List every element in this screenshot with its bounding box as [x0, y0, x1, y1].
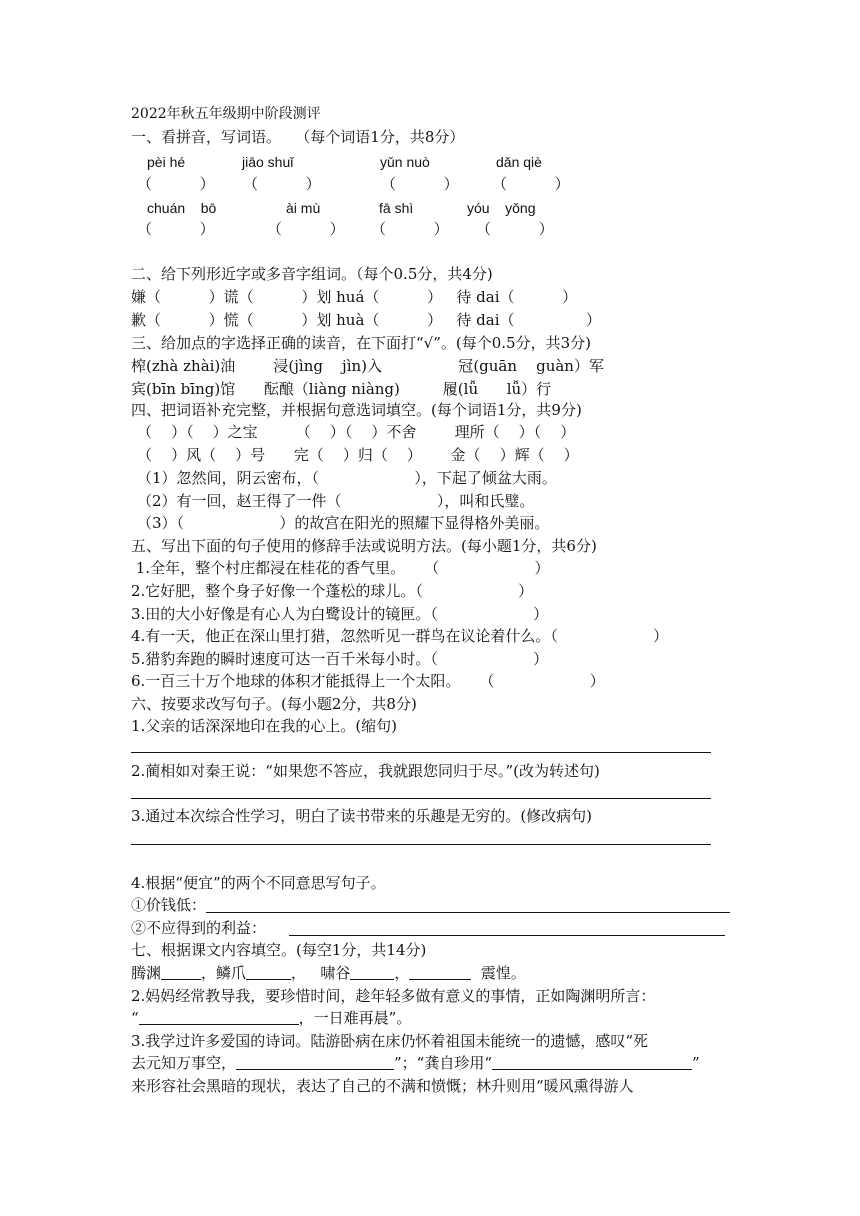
section-5-item: 4.有一天，他正在深山里打猎，忽然听见一群鸟在议论着什么。（ ）	[131, 627, 669, 645]
section-7-line-6: 来形容社会黑暗的现状，表达了自己的不满和愤慨；林升则用“暖风熏得游人	[131, 1077, 634, 1095]
answer-line[interactable]	[206, 912, 730, 913]
fill-blank[interactable]	[350, 964, 394, 980]
section-4-heading: 四、把词语补充完整，并根据句意选词填空。(每个词语1分，共9分)	[131, 401, 582, 419]
pinyin: chuán bō	[147, 200, 217, 216]
section-6-subquestion: ②不应得到的利益：	[131, 919, 267, 937]
answer-blank[interactable]: （ ）	[476, 220, 554, 238]
answer-blank[interactable]: （ ）	[371, 220, 449, 238]
section-2-row: 歉（ ）慌（ ）划 huà（ ） 待 dai（ ）	[131, 311, 602, 329]
section-6-question: 1.父亲的话深深地印在我的心上。(缩句)	[131, 717, 398, 735]
section-4-question: （2）有一回，赵王得了一件（ ），叫和氏璧。	[137, 492, 535, 510]
section-5-heading: 五、写出下面的句子使用的修辞手法或说明方法。(每小题1分，共6分)	[131, 537, 597, 555]
answer-line[interactable]	[289, 935, 725, 936]
section-6-heading: 六、按要求改写句子。(每小题2分，共8分)	[131, 695, 417, 713]
answer-blank[interactable]: （ ）	[137, 220, 215, 238]
section-6-question: 4.根据“便宜”的两个不同意思写句子。	[131, 874, 386, 892]
pinyin: jiāo shuǐ	[242, 154, 294, 170]
fill-text: ， 啸谷	[291, 964, 351, 982]
pinyin: pèi hé	[147, 154, 186, 170]
answer-blank[interactable]: （ ）	[137, 175, 215, 193]
section-6-question: 3.通过本次综合性学习，明白了读书带来的乐趣是无穷的。(修改病句)	[131, 807, 593, 825]
fill-text: “	[131, 1009, 139, 1027]
section-3-row: 宾(bīn bīng)馆 酝酿（liàng niàng) 履(lǚ lǚ）行	[131, 380, 552, 398]
section-5-item: 1.全年，整个村庄都浸在桂花的香气里。 （ ）	[131, 559, 550, 577]
pinyin: dǎn qiè	[496, 154, 542, 170]
answer-blank[interactable]: （ ）	[267, 220, 345, 238]
section-2-row: 嫌（ ）谎（ ）划 huá（ ） 待 dai（ ）	[131, 288, 578, 306]
fill-text: 腾渊	[131, 964, 162, 982]
section-6-subquestion: ①价钱低：	[131, 896, 207, 914]
fill-blank[interactable]	[492, 1054, 692, 1070]
section-5-item: 3.田的大小好像是有心人为白鹭设计的镜匣。（ ）	[131, 605, 549, 623]
answer-line[interactable]	[131, 798, 711, 799]
pinyin: yǔn nuò	[380, 154, 430, 170]
fill-text: ，一日难再晨”。	[298, 1009, 412, 1027]
fill-text: ”；“龚自珍用“	[394, 1054, 493, 1072]
worksheet-title: 2022年秋五年级期中阶段测评	[131, 106, 321, 122]
fill-blank[interactable]	[161, 964, 201, 980]
pinyin: ài mù	[286, 200, 321, 216]
fill-blank[interactable]	[236, 1054, 394, 1070]
section-2-heading: 二、给下列形近字或多音字组词。（每个0.5分，共4分)	[131, 265, 493, 283]
fill-blank[interactable]	[409, 964, 471, 980]
section-5-item: 5.猎豹奔跑的瞬时速度可达一百千米每小时。（ ）	[131, 650, 549, 668]
section-7-heading: 七、根据课文内容填空。(每空1分，共14分)	[131, 941, 427, 959]
section-4-row: （ ）风（ ）号 完（ ）归（ ） 金（ ）辉（ ）	[137, 446, 579, 464]
fill-text: 震惶。	[471, 964, 526, 982]
section-7-line-2: 2.妈妈经常教导我，要珍惜时间，趁年轻多做有意义的事情，正如陶渊明所言：	[131, 987, 656, 1005]
section-4-row: （ ）（ ）之宝 （ ）（ ）不舍 理所（ ）（ ）	[137, 423, 576, 441]
fill-text: ”	[692, 1054, 700, 1072]
section-3-row: 榨(zhà zhài)油 浸(jìng jìn)入 冠(guān guàn）军	[131, 357, 604, 375]
answer-line[interactable]	[131, 844, 711, 845]
section-6-question: 2.蔺相如对秦王说：“如果您不答应，我就跟您同归于尽。”(改为转述句)	[131, 762, 600, 780]
answer-line[interactable]	[131, 752, 711, 753]
answer-blank[interactable]: （ ）	[243, 175, 321, 193]
section-7-line-1	[131, 963, 526, 983]
section-7-line-5	[131, 1053, 700, 1073]
fill-text: ，	[394, 964, 410, 982]
section-4-question: （1）忽然间，阴云密布，（ ），下起了倾盆大雨。	[137, 469, 557, 487]
fill-text: 去元知万事空，	[131, 1054, 237, 1072]
section-3-heading: 三、给加点的字选择正确的读音，在下面打“√”。(每个0.5分，共3分)	[131, 334, 592, 352]
section-4-question: （3）（ ）的故宫在阳光的照耀下显得格外美丽。	[137, 514, 550, 532]
pinyin: yóu yǒng	[467, 200, 536, 216]
section-7-line-4: 3.我学过许多爱国的诗词。陆游卧病在床仍怀着祖国未能统一的遗憾，感叹“死	[131, 1032, 648, 1050]
answer-blank[interactable]: （ ）	[492, 175, 570, 193]
fill-blank[interactable]	[139, 1009, 299, 1025]
fill-blank[interactable]	[246, 964, 291, 980]
fill-text: ，鳞爪	[201, 964, 247, 982]
section-5-item: 2.它好肥，整个身子好像一个蓬松的球儿。（ ）	[131, 582, 534, 600]
section-7-line-3	[131, 1008, 411, 1028]
answer-blank[interactable]: （ ）	[381, 175, 459, 193]
pinyin: fā shì	[379, 200, 414, 216]
section-5-item: 6.一百三十万个地球的体积才能抵得上一个太阳。 （ ）	[131, 672, 605, 690]
section-1-heading: 一、看拼音，写词语。 （每个词语1分，共8分）	[131, 128, 465, 146]
